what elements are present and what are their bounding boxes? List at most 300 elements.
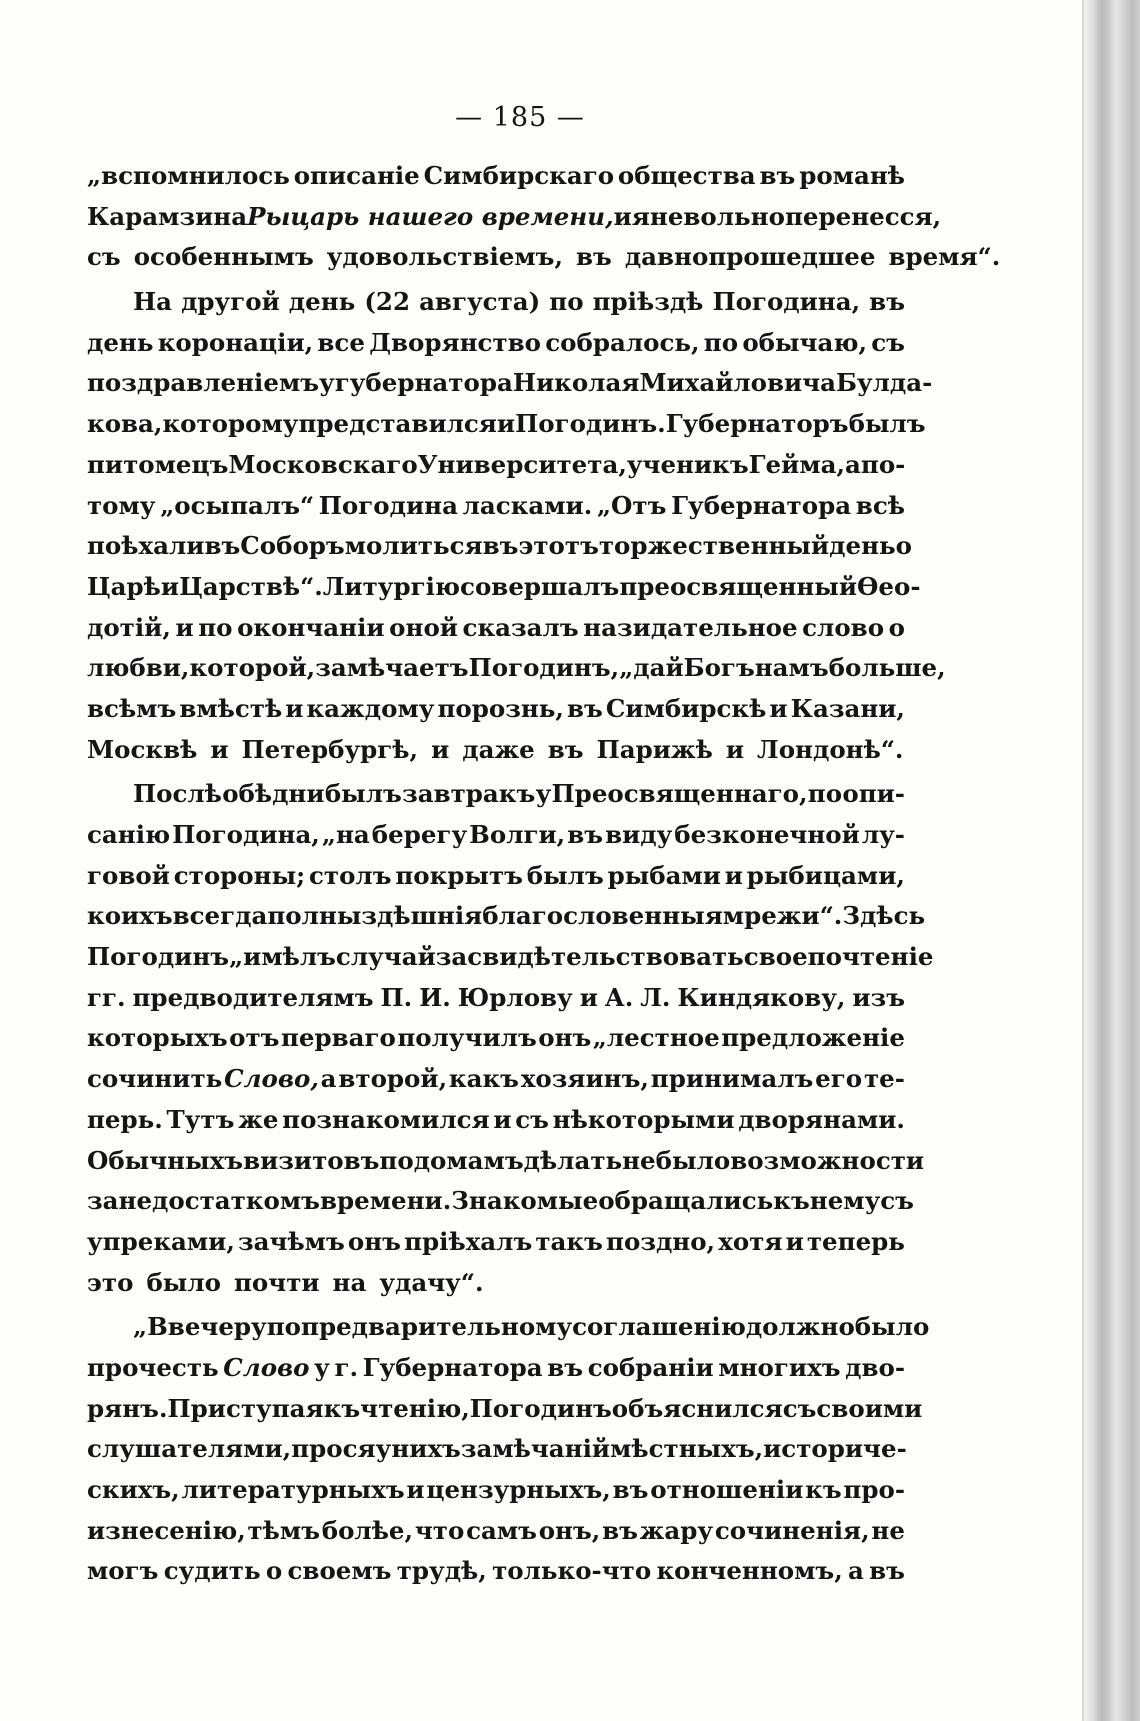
text-word: На — [133, 287, 173, 317]
text-word: удовольствіемъ, — [326, 242, 563, 272]
text-word: и — [785, 1226, 804, 1256]
text-word: къ — [773, 1186, 810, 1216]
text-word: Волги, — [469, 820, 566, 849]
text-word: Преосвященнаго, — [551, 779, 808, 809]
text-word: въ — [547, 1352, 584, 1382]
text-word: невольно — [649, 201, 785, 231]
text-word: Ѳео- — [857, 571, 921, 601]
text-line — [87, 1470, 905, 1511]
text-word: въ — [759, 161, 796, 190]
text-word: поздравленіемъ — [87, 368, 320, 398]
text-word: а — [845, 449, 861, 479]
text-word: Москвѣ — [87, 734, 198, 764]
text-line — [87, 608, 905, 649]
text-word: могъ — [87, 1556, 159, 1586]
text-word: день — [288, 287, 356, 317]
text-word: Киндякову, — [677, 982, 846, 1012]
text-word: Университета, — [417, 449, 627, 479]
text-line — [87, 526, 912, 567]
text-word: и — [579, 982, 598, 1012]
text-word: представился — [298, 409, 497, 439]
text-word: визитовъ — [243, 1145, 380, 1175]
text-word: порознь, — [437, 693, 564, 723]
text-word: Литургію — [322, 571, 461, 601]
text-word: что — [414, 1515, 465, 1545]
text-word: Слово — [223, 1352, 310, 1382]
text-word: въ — [869, 1556, 905, 1586]
text-word: г. — [334, 1352, 358, 1382]
text-word: больше, — [828, 653, 946, 683]
text-word: ласками. — [462, 490, 593, 520]
text-word: Губернаторъ — [665, 409, 849, 439]
text-word: Погодинъ, — [468, 653, 620, 683]
body-text — [87, 156, 1001, 1592]
text-word: „вспомнилось — [87, 161, 290, 190]
text-line — [87, 323, 905, 364]
text-word: Гейма, — [748, 449, 846, 479]
text-word: а — [848, 1556, 864, 1586]
text-word: принималъ — [650, 1064, 814, 1094]
text-line — [87, 1551, 905, 1592]
text-word: и — [431, 734, 450, 764]
text-word: собралось, — [545, 327, 700, 357]
text-word: конченномъ, — [656, 1556, 843, 1586]
text-word: чтенію, — [360, 1393, 470, 1423]
text-word: виду — [605, 820, 673, 849]
text-word: собраніи — [587, 1352, 714, 1382]
text-line — [87, 1222, 905, 1263]
text-word: былъ — [526, 860, 604, 890]
text-word: второй, — [338, 1064, 448, 1094]
text-line — [87, 445, 905, 486]
text-word: Московскаго — [228, 449, 418, 479]
text-word: августа) — [419, 287, 541, 317]
text-line — [87, 1059, 905, 1100]
text-word: не — [622, 1145, 656, 1175]
text-word: изнесенію, — [87, 1515, 246, 1545]
text-word: историче- — [763, 1434, 907, 1464]
text-line — [87, 1181, 914, 1222]
text-word: многихъ — [718, 1352, 841, 1382]
text-word: по — [198, 612, 233, 642]
text-word: и — [769, 693, 788, 723]
text-word: скихъ, — [87, 1475, 180, 1504]
text-word: засвидѣтельствовать — [435, 942, 744, 972]
text-word: своими — [816, 1393, 923, 1423]
text-word: мрежи“. — [722, 901, 843, 931]
text-word: было — [655, 1145, 731, 1175]
text-word: всѣ — [855, 490, 905, 520]
text-word: „дай — [619, 653, 684, 683]
text-word: такъ — [535, 1226, 603, 1256]
text-word: (22 — [364, 287, 411, 317]
text-word: почти — [233, 1267, 320, 1297]
text-word: и — [285, 693, 304, 723]
text-word: „лестное — [592, 1023, 720, 1053]
text-word: и — [406, 1475, 425, 1504]
text-word: сочиненія, — [714, 1515, 870, 1545]
text-word: должно — [745, 1312, 855, 1342]
text-word: Дворянство — [369, 327, 541, 357]
text-word: А. — [604, 982, 634, 1012]
text-word: Знакомые — [451, 1186, 599, 1216]
text-word: коихъ — [87, 901, 173, 931]
text-word: торжественный — [598, 531, 830, 561]
text-word: соглашенію — [572, 1312, 746, 1342]
text-word: питомецъ — [87, 449, 229, 479]
text-word: предложеніе — [721, 1023, 905, 1053]
text-word: Погодинъ — [469, 1393, 612, 1423]
text-word: описаніе — [293, 161, 420, 190]
text-word: и — [175, 612, 194, 642]
text-word: по — [549, 287, 584, 317]
text-word: перь. — [87, 1104, 163, 1134]
text-word: въ — [482, 531, 519, 561]
text-word: слушателями, — [87, 1434, 292, 1464]
text-word: у — [375, 1434, 392, 1464]
text-word: отношеніи — [650, 1475, 804, 1504]
text-word: недостаткомъ — [118, 1186, 320, 1216]
text-word: Булда- — [836, 368, 933, 398]
text-line — [87, 1141, 925, 1182]
text-word: каждому — [306, 693, 435, 723]
text-word: любви, — [87, 653, 190, 683]
text-word: те- — [863, 1064, 905, 1094]
text-word: я — [631, 201, 650, 231]
text-line — [87, 1348, 905, 1389]
text-word: стороны; — [173, 860, 306, 890]
text-word: опи- — [842, 779, 905, 809]
text-word: губернатора — [334, 368, 513, 398]
text-word: возможности — [730, 1145, 925, 1175]
text-word: пріѣхалъ — [404, 1226, 533, 1256]
text-word: съ — [515, 1104, 549, 1134]
text-line — [87, 689, 905, 730]
text-word: замѣчаній — [460, 1434, 611, 1464]
text-word: гг. — [87, 982, 126, 1012]
text-line — [87, 1429, 905, 1470]
text-word: и — [724, 860, 743, 890]
text-line — [87, 978, 905, 1019]
text-word: Погодинъ — [87, 942, 230, 972]
text-word: литературныхъ — [181, 1475, 405, 1504]
text-line — [87, 486, 905, 527]
text-word: теперь — [806, 1226, 905, 1256]
text-word: Слово, — [224, 1064, 319, 1094]
text-word: Губернатора — [671, 490, 852, 520]
text-word: назидательное — [583, 612, 798, 642]
text-word: а — [320, 1064, 337, 1094]
text-word: случай — [335, 942, 436, 972]
text-word: же — [238, 1104, 279, 1134]
text-line — [87, 282, 905, 323]
text-word: Царствѣ“. — [179, 571, 323, 601]
text-word: съ — [782, 1393, 817, 1423]
text-word: обычаю, — [742, 327, 868, 357]
text-word: объяснился — [611, 1393, 783, 1423]
text-word: преосвященный — [619, 571, 858, 601]
text-word: намъ — [754, 653, 829, 683]
text-word: даже — [462, 734, 535, 764]
book-binding-edge — [1084, 0, 1140, 1721]
text-word: Здѣсь — [842, 901, 926, 931]
text-word: только-что — [492, 1556, 652, 1586]
text-word: „на — [321, 820, 370, 849]
text-word: безконечной — [674, 820, 860, 849]
text-word: въ — [567, 820, 604, 849]
text-word: жару — [639, 1515, 714, 1545]
text-word: Казани, — [790, 693, 905, 723]
text-line — [87, 156, 905, 197]
text-word: тѣмъ — [247, 1515, 320, 1545]
text-word: вмѣстѣ — [179, 693, 283, 723]
text-word: Соборъ — [240, 531, 345, 561]
text-word: которыхъ — [87, 1023, 228, 1053]
text-word: трудѣ, — [396, 1556, 487, 1586]
text-word: за — [87, 1186, 119, 1216]
text-line — [87, 937, 934, 978]
text-word: романѣ — [799, 161, 905, 190]
text-word: тому — [87, 490, 156, 520]
text-word: поѣхали — [87, 531, 205, 561]
text-line — [87, 197, 942, 238]
text-word: „Ввечеру — [133, 1312, 267, 1342]
text-word: рыбами — [607, 860, 721, 890]
text-word: нему — [809, 1186, 881, 1216]
text-word: лу- — [861, 820, 905, 849]
text-word: съ — [871, 327, 905, 357]
text-line — [87, 896, 926, 937]
text-word: обѣдни — [222, 779, 325, 809]
text-word: Погодина, — [172, 820, 320, 849]
text-word: здѣшнія — [361, 901, 483, 931]
text-word: съ — [880, 1186, 914, 1216]
text-word: хозяинъ, — [520, 1064, 649, 1094]
text-word: покрытъ — [395, 860, 523, 890]
text-line — [87, 815, 905, 856]
text-word: „Отъ — [596, 490, 667, 520]
text-word: своемъ — [287, 1556, 392, 1586]
text-word: въ — [576, 242, 612, 272]
text-word: которому — [162, 409, 299, 439]
text-word: свое — [743, 942, 808, 972]
text-word: нихъ — [391, 1434, 461, 1464]
text-word: давнопрошедшее — [624, 242, 876, 272]
text-word: прося — [291, 1434, 376, 1464]
text-word: по — [379, 1145, 414, 1175]
text-word: другой — [181, 287, 280, 317]
text-word: дѣлать — [523, 1145, 623, 1175]
text-word: совершалъ — [460, 571, 620, 601]
text-word: въ — [869, 287, 905, 317]
text-word: рыбицами, — [746, 860, 905, 890]
text-line — [87, 774, 905, 815]
text-word: кова, — [87, 409, 163, 439]
text-word: получилъ — [397, 1023, 537, 1053]
text-word: завтракъ — [402, 779, 536, 809]
text-word: обращались — [598, 1186, 774, 1216]
text-word: упреками, — [87, 1226, 235, 1256]
text-word: о — [265, 1556, 283, 1586]
text-word: ученикъ — [626, 449, 749, 479]
text-line — [87, 1307, 930, 1348]
text-word: слово — [802, 612, 885, 642]
text-word: столъ — [308, 860, 392, 890]
text-line — [87, 1100, 905, 1141]
text-word: онъ, — [538, 1515, 601, 1545]
text-word: хотя — [718, 1226, 783, 1256]
text-word: по — [807, 779, 843, 809]
text-word: на — [332, 1267, 367, 1297]
text-line — [87, 1263, 905, 1304]
text-word: о — [888, 612, 905, 642]
text-word: самъ — [466, 1515, 537, 1545]
text-word: нѣкоторыми — [552, 1104, 735, 1134]
text-word: берегу — [371, 820, 468, 849]
text-word: П. — [380, 982, 413, 1012]
text-word: рянъ. — [87, 1393, 168, 1423]
text-word: говой — [87, 860, 170, 890]
text-word: и — [493, 1104, 512, 1134]
text-word: Юрлову — [457, 982, 573, 1012]
text-word: зачѣмъ — [238, 1226, 345, 1256]
text-word: у — [314, 1352, 330, 1382]
text-word: у — [535, 779, 552, 809]
text-word: предводителямъ — [132, 982, 374, 1012]
text-word: Лондонѣ“. — [757, 734, 904, 764]
text-word: мѣстныхъ, — [610, 1434, 764, 1464]
text-word: онъ — [538, 1023, 592, 1053]
text-word: какъ — [448, 1064, 519, 1094]
text-word: по — [703, 327, 739, 357]
text-word: Симбирскаго — [423, 161, 615, 190]
text-word: познакомился — [282, 1104, 490, 1134]
text-word: всѣмъ — [87, 693, 177, 723]
text-word: дворянами. — [738, 1104, 905, 1134]
text-word: въ — [567, 693, 603, 723]
text-word: удачу“. — [379, 1267, 484, 1297]
text-word: все — [317, 327, 365, 357]
text-word: Приступая — [167, 1393, 324, 1423]
text-word: домамъ — [413, 1145, 524, 1175]
text-word: особеннымъ — [133, 242, 314, 272]
text-word: и — [725, 734, 745, 764]
text-word: въ — [612, 1475, 649, 1504]
text-word: не — [871, 1515, 905, 1545]
text-word: „имѣлъ — [229, 942, 336, 972]
text-word: сочинить — [87, 1064, 223, 1094]
text-word: молиться — [344, 531, 483, 561]
text-word: въ — [602, 1515, 638, 1545]
text-word: Петербургѣ, — [241, 734, 419, 764]
text-word: день — [829, 531, 896, 561]
text-word: про- — [843, 1475, 905, 1504]
text-word: Губернатора — [362, 1352, 543, 1382]
text-word: о — [895, 531, 912, 561]
text-word: съ — [87, 242, 121, 272]
text-word: предварительному — [301, 1312, 573, 1342]
text-word: замѣчаетъ — [315, 653, 469, 683]
page-number: — 185 — — [455, 102, 585, 133]
text-word: по — [266, 1312, 302, 1342]
text-word: Богъ — [683, 653, 755, 683]
text-word: дотій, — [87, 612, 171, 642]
text-line — [87, 1511, 905, 1552]
text-word: Карамзина — [87, 201, 248, 231]
text-word: время“. — [888, 242, 1001, 272]
text-word: Л. — [640, 982, 671, 1012]
text-word: и — [496, 409, 516, 439]
text-word: „осыпалъ“ — [160, 490, 315, 520]
text-word: изъ — [852, 982, 905, 1012]
text-word: которой, — [189, 653, 316, 683]
text-line — [87, 648, 946, 689]
text-line — [87, 730, 905, 771]
text-line — [87, 237, 1001, 278]
text-word: былъ — [324, 779, 402, 809]
text-word: общества — [617, 161, 756, 190]
text-word: этотъ — [518, 531, 599, 561]
text-line — [87, 856, 905, 897]
text-word: это — [87, 1267, 134, 1297]
text-word: къ — [805, 1475, 842, 1504]
text-word: и — [160, 571, 180, 601]
text-word: Симбирскѣ — [605, 693, 767, 723]
text-word: было — [854, 1312, 930, 1342]
text-line — [87, 1018, 905, 1059]
text-word: Послѣ — [133, 779, 222, 809]
text-word: по- — [860, 449, 906, 479]
text-word: и — [613, 201, 632, 231]
text-word: Тутъ — [166, 1104, 235, 1134]
text-word: Царѣ — [87, 571, 161, 601]
text-word: коронаціи, — [157, 327, 314, 357]
text-word: онъ — [347, 1226, 401, 1256]
text-word: къ — [323, 1393, 361, 1423]
text-word: въ — [204, 531, 241, 561]
text-word: день — [87, 327, 154, 357]
text-word: поздно, — [606, 1226, 716, 1256]
text-line — [87, 1389, 923, 1430]
text-word: перенесся, — [784, 201, 942, 231]
text-word: времени. — [319, 1186, 452, 1216]
text-word: его — [815, 1064, 863, 1094]
text-word: судить — [163, 1556, 261, 1586]
text-word: окончаніи — [237, 612, 385, 642]
text-word: цензурныхъ, — [426, 1475, 611, 1504]
text-word: и — [210, 734, 229, 764]
text-word: перваго — [280, 1023, 396, 1053]
text-word: у — [319, 368, 335, 398]
text-word: болѣе, — [321, 1515, 414, 1545]
text-word: Обычныхъ — [87, 1145, 244, 1175]
text-word: дво- — [845, 1352, 905, 1382]
text-word: Погодинъ. — [515, 409, 666, 439]
text-word: Погодина, — [712, 287, 861, 317]
text-line — [87, 404, 926, 445]
text-word: отъ — [229, 1023, 280, 1053]
text-word: Погодина — [318, 490, 458, 520]
text-word: въ — [547, 734, 584, 764]
text-word: былъ — [848, 409, 926, 439]
text-word: Михайловича — [639, 368, 836, 398]
text-word: Николая — [512, 368, 640, 398]
text-word: Рыцарь нашего времени, — [247, 201, 614, 231]
text-line — [87, 567, 921, 608]
text-word: И. — [419, 982, 451, 1012]
text-line — [87, 363, 933, 404]
text-word: Парижѣ — [596, 734, 713, 764]
